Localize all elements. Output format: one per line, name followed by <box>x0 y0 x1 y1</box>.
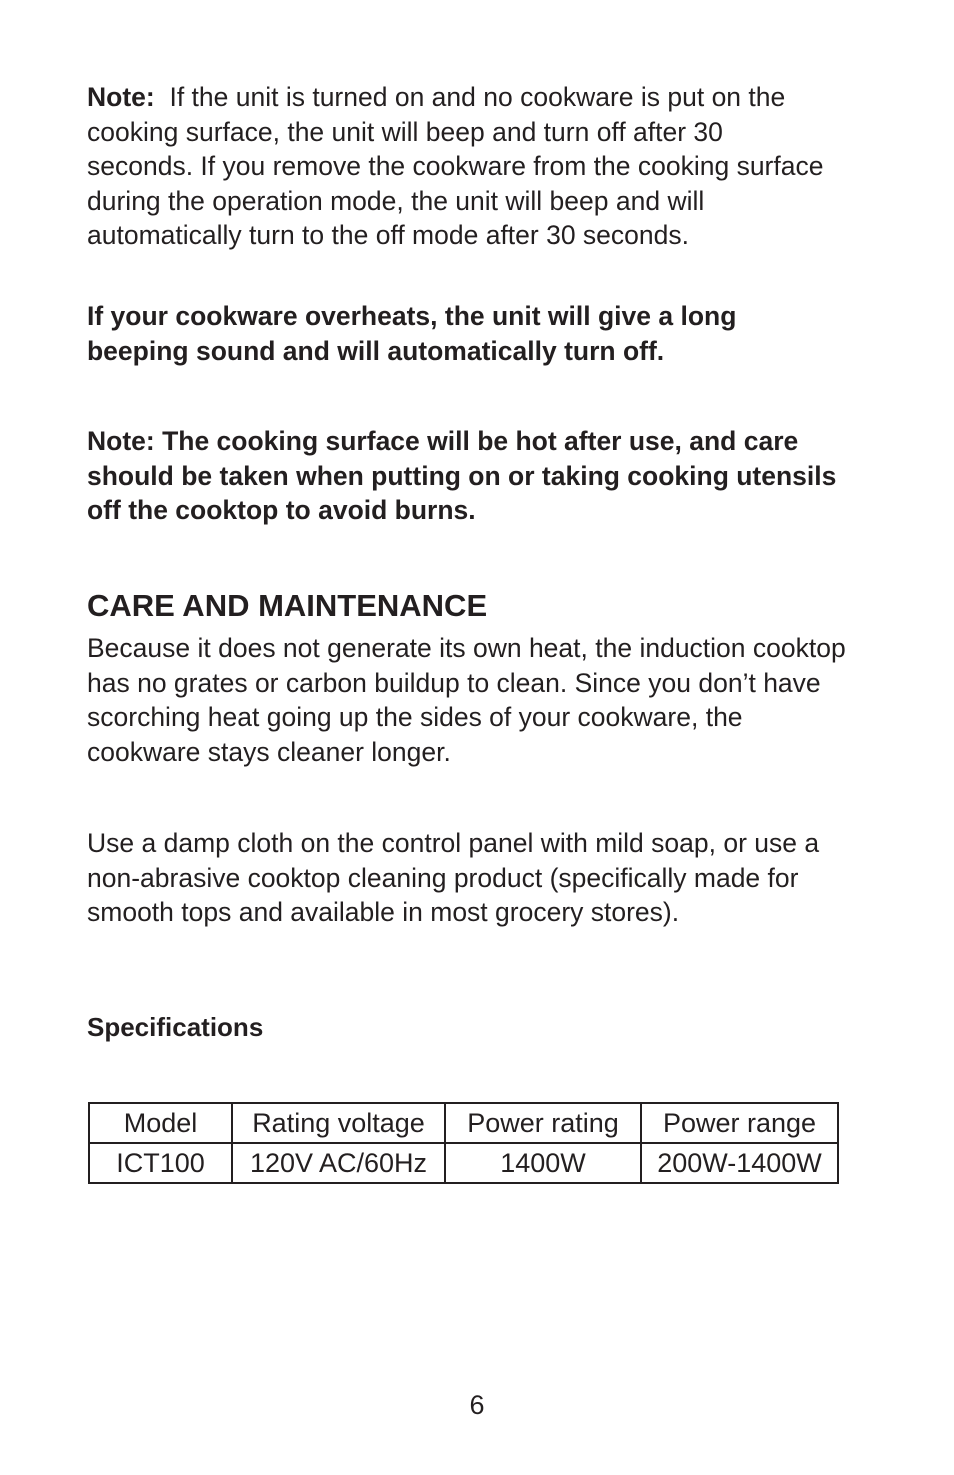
note-label: Note: <box>87 82 155 112</box>
care-paragraph-2: Use a damp cloth on the control panel with mild soap, or use a non-abrasive cooktop cleaning product (specifically made for smooth tops and available in most grocery stores). <box>87 828 820 928</box>
specifications-heading: Specifications <box>87 1012 264 1042</box>
header-power-rating: Power rating <box>445 1103 641 1143</box>
header-model: Model <box>89 1103 232 1143</box>
cell-model: ICT100 <box>89 1143 232 1183</box>
care-paragraph-1: Because it does not generate its own heat, the induction cooktop has no grates or carbon buildup to clean. Since you don’t have scorching heat going up the sides of your cookware, the cookware stays cleaner longer. <box>87 633 846 767</box>
hot-surface-note: Note: The cooking surface will be hot after use, and care should be taken when putting on or taking cooking utensils off the cooktop to avoid burns. <box>87 426 837 526</box>
note-text: If the unit is turned on and no cookware is put on the cooking surface, the unit will beep and turn off after 30 seconds. If you remove the cookware from the cooking surface during the operation mode, the unit will beep and will automatically turn to the off mode after 30 seconds. <box>87 82 824 251</box>
cell-rating-voltage: 120V AC/60Hz <box>232 1143 445 1183</box>
header-power-range: Power range <box>641 1103 838 1143</box>
specifications-table <box>88 1102 839 1184</box>
page-number: 6 <box>469 1390 485 1420</box>
header-rating-voltage: Rating voltage <box>232 1103 445 1143</box>
table-header-row <box>89 1103 838 1143</box>
note-paragraph <box>87 80 827 253</box>
table-row <box>89 1143 838 1183</box>
care-maintenance-heading: CARE AND MAINTENANCE <box>87 588 488 623</box>
overheat-warning: If your cookware overheats, the unit will give a long beeping sound and will automatically turn off. <box>87 301 737 366</box>
cell-power-rating: 1400W <box>445 1143 641 1183</box>
cell-power-range: 200W-1400W <box>641 1143 838 1183</box>
